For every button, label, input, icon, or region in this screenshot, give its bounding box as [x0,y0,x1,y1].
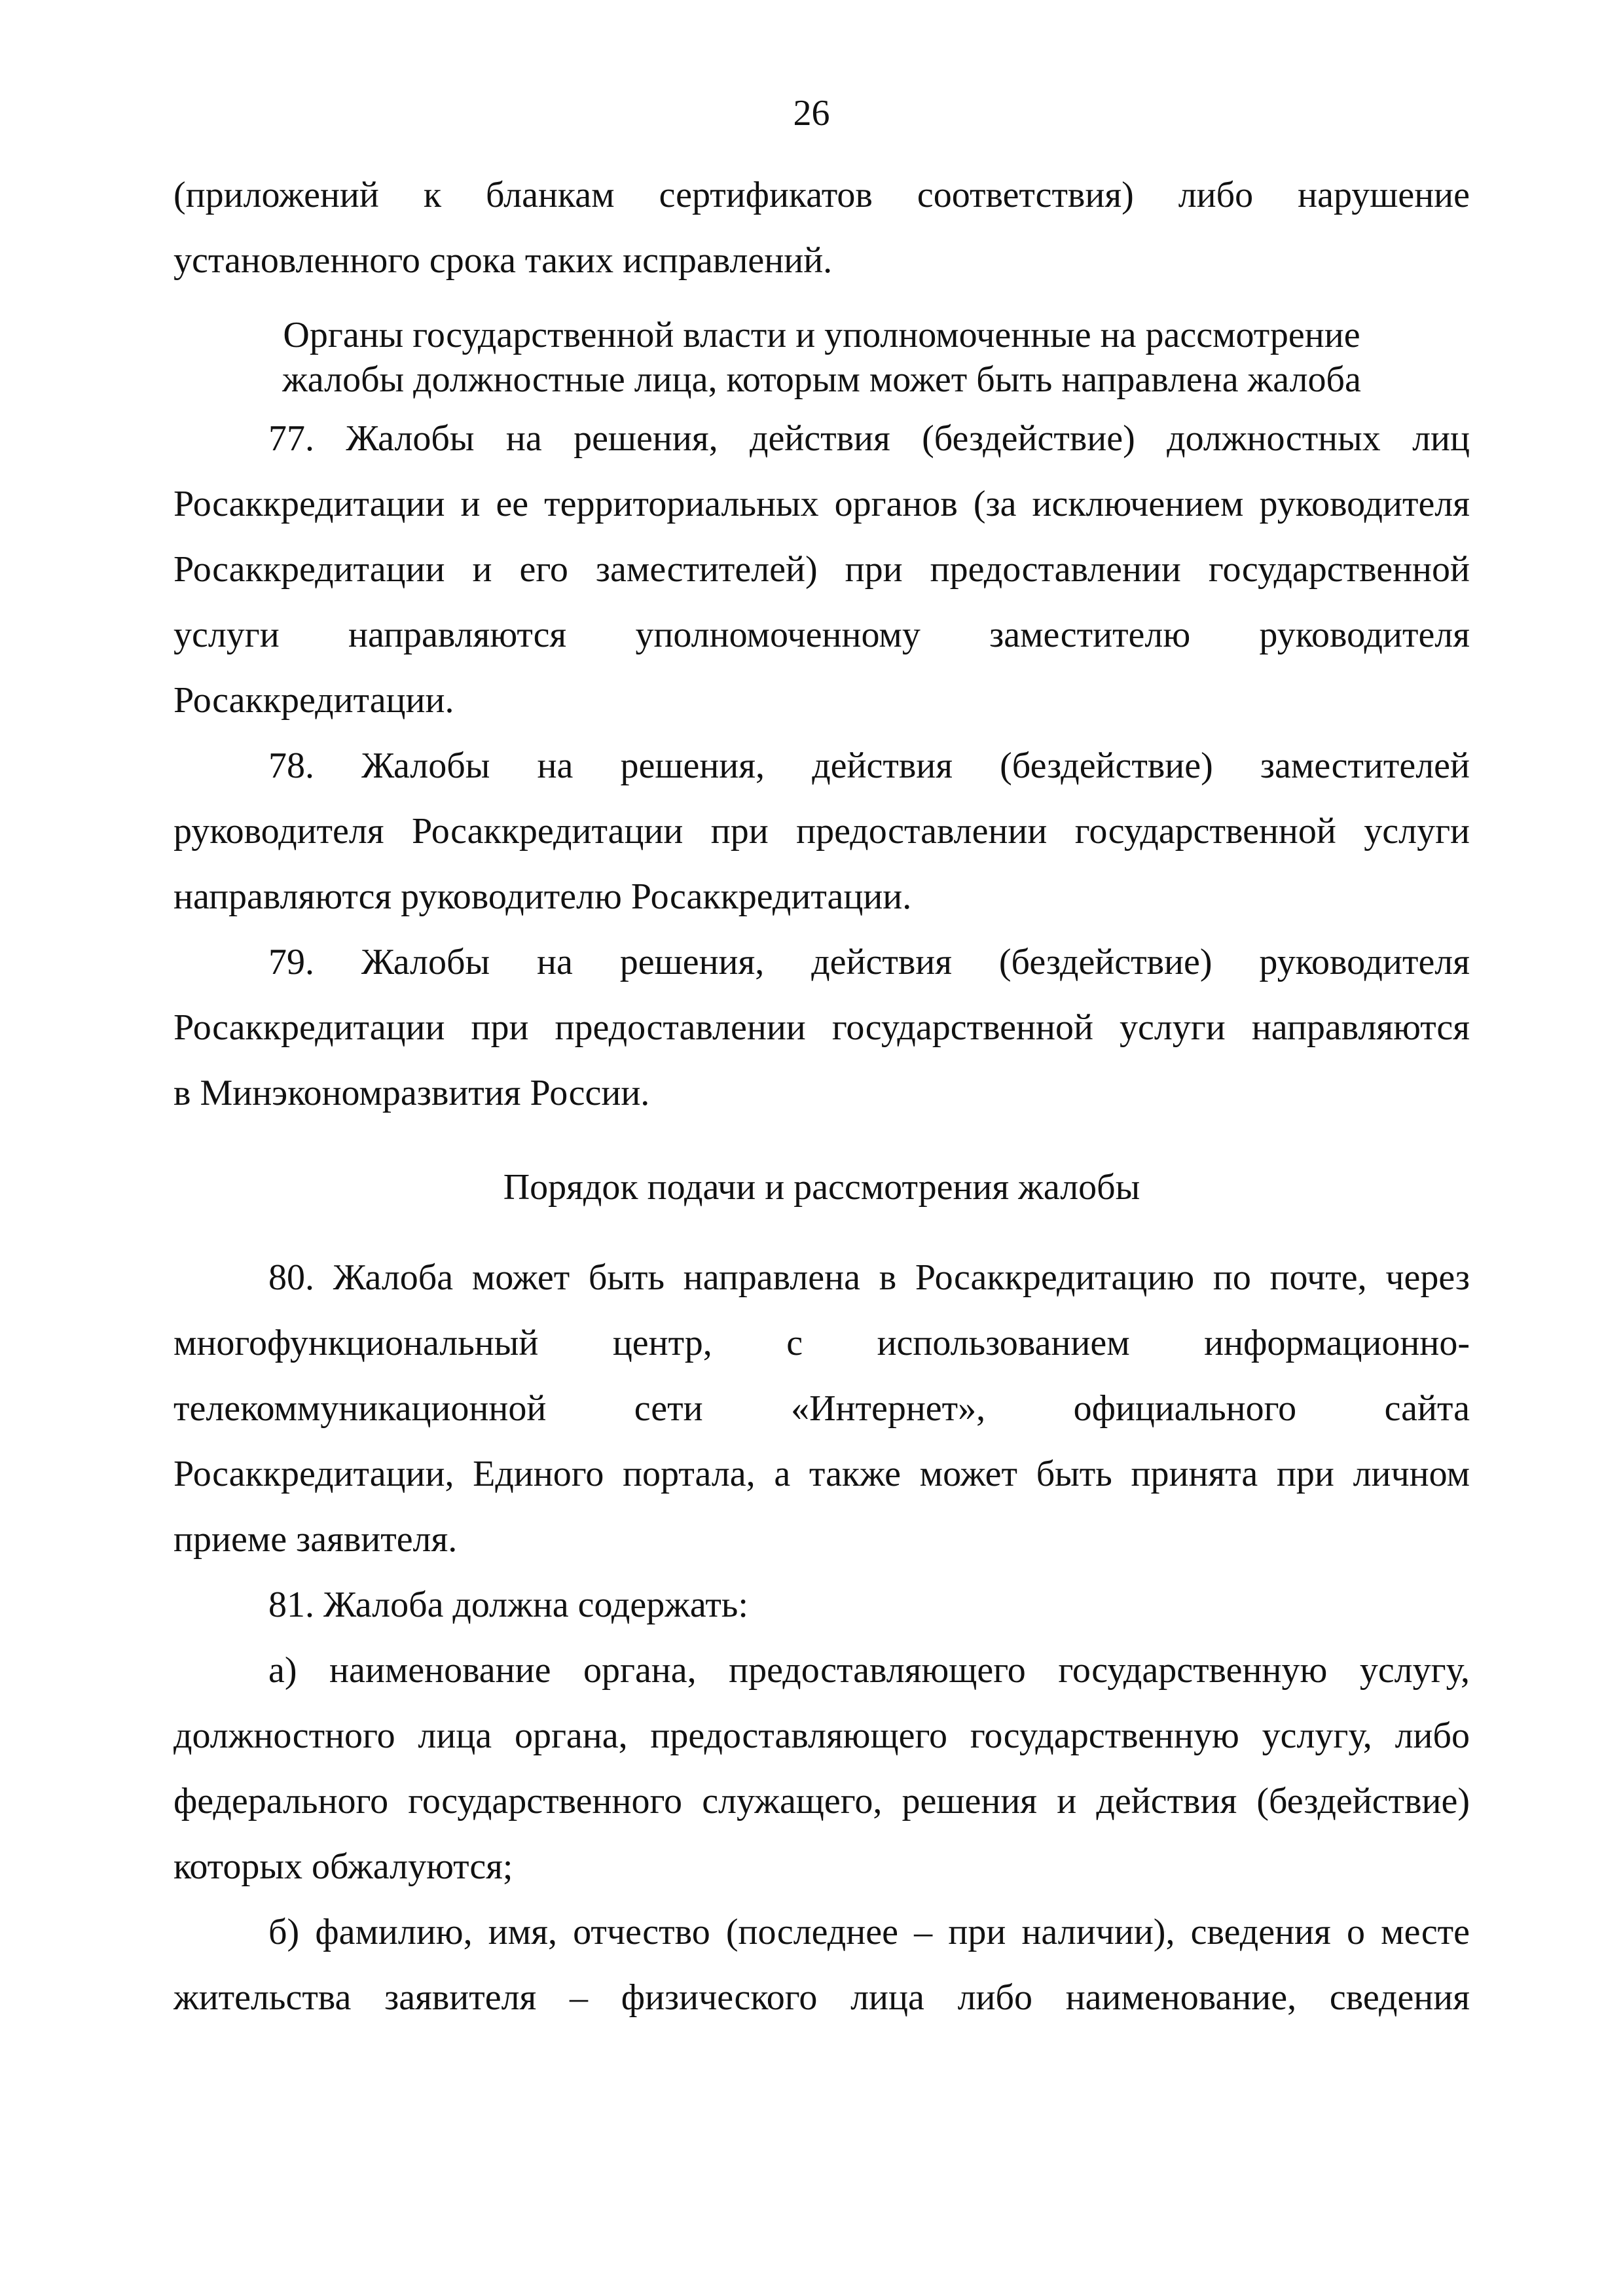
intro-paragraph [173,162,1470,293]
text-line: Росаккредитации. [173,680,454,721]
text-line: установленного срока таких исправлений. [173,240,833,281]
page-content [173,162,1470,2030]
text-line: 78. Жалобы на решения, действия (бездействие) заместителей [268,745,1470,786]
text-line: приеме заявителя. [173,1519,458,1560]
paragraph-81-a [173,1638,1470,1899]
text-line: (приложений к бланкам сертификатов соответствия) либо нарушение [173,175,1470,215]
text-line: руководителя Росаккредитации при предоставлении государственной услуги [173,811,1470,852]
text-line: 81. Жалоба должна содержать: [268,1585,748,1625]
paragraph-80 [173,1245,1470,1572]
text-line: 79. Жалобы на решения, действия (бездействие) руководителя [268,942,1470,982]
text-line: Росаккредитации и ее территориальных органов (за исключением руководителя [173,484,1470,524]
text-line: а) наименование органа, предоставляющего государственную услугу, [268,1650,1470,1691]
text-line: должностного лица органа, предоставляющего государственную услугу, либо [173,1715,1470,1756]
section-heading-procedure: Порядок подачи и рассмотрения жалобы [503,1167,1140,1208]
heading-line: жалобы должностные лица, которым может быть направлена жалоба [282,359,1361,400]
paragraph-78 [173,733,1470,929]
paragraph-81 [173,1572,1470,1638]
heading-line: Органы государственной власти и уполномоченные на рассмотрение [283,315,1360,355]
paragraph-81-b [173,1899,1470,2030]
text-line: Росаккредитации и его заместителей) при предоставлении государственной [173,549,1470,590]
text-line: 80. Жалоба может быть направлена в Росаккредитацию по почте, через [268,1257,1470,1298]
page-number: 26 [793,93,830,134]
text-line: направляются руководителю Росаккредитации. [173,876,912,917]
text-line: Росаккредитации, Единого портала, а также может быть принята при личном [173,1454,1470,1494]
text-line: Росаккредитации при предоставлении государственной услуги направляются [173,1007,1470,1048]
text-line: многофункциональный центр, с использованием информационно- [173,1323,1470,1363]
text-line: телекоммуникационной сети «Интернет», официального сайта [173,1388,1470,1429]
text-line: б) фамилию, имя, отчество (последнее – при наличии), сведения о месте [268,1912,1470,1952]
text-line: услуги направляются уполномоченному заместителю руководителя [173,615,1470,655]
paragraph-77 [173,406,1470,733]
text-line: 77. Жалобы на решения, действия (бездействие) должностных лиц [268,418,1470,459]
text-line: в Минэкономразвития России. [173,1073,650,1113]
section-heading-authorities [173,293,1470,406]
text-line: федерального государственного служащего, решения и действия (бездействие) [173,1781,1470,1821]
text-line: жительства заявителя – физического лица либо наименование, сведения [173,1977,1470,2018]
paragraph-79 [173,929,1470,1126]
text-line: которых обжалуются; [173,1846,513,1887]
